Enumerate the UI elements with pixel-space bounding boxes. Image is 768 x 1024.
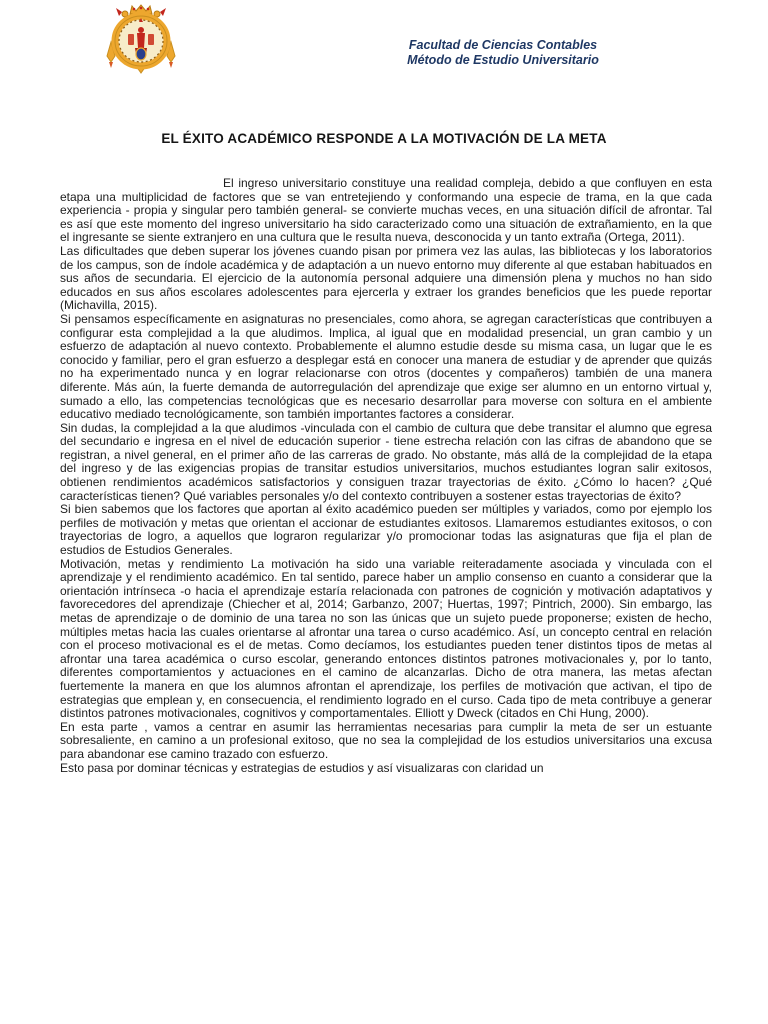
university-crest-icon [103, 4, 179, 74]
faculty-name: Facultad de Ciencias Contables [408, 38, 598, 52]
document-body [60, 177, 712, 775]
paragraph: Esto pasa por dominar técnicas y estrategias de estudios y así visualizaras con claridad un [60, 760, 544, 775]
paragraph: Motivación, metas y rendimiento La motivación ha sido una variable reiteradamente asociada y vinculada con el aprendizaje y el rendimiento académico. En tal sentido, parece haber un amplio consenso en cuanto a considerar que la orientación intrínseca -o hacia el aprendizaje estaría relacionada con patrones de cognición y motivación adaptativos y favorecedores del aprendizaje (Chiecher et al, 2014; Garbanzo, 2007; Huertas, 1997; Pintrich, 2000). Sin embargo, las metas de aprendizaje o de dominio de una tarea no son las únicas que un sujeto puede proponerse; existen de hecho, múltiples metas hacia las cuales orientarse al afrontar una tarea o curso académico. Así, un concepto central en relación con el proceso motivacional es el de metas. Como decíamos, los estudiantes pueden tener distintos tipos de metas al afrontar una tarea académica o curso escolar, generando entonces distintos patrones motivacionales y, por lo tanto, diferentes comportamientos y actuaciones en el camino de alcanzarlas. Dicho de otra manera, las metas afectan fuertemente la manera en que los alumnos afrontan el aprendizaje, los perfiles de motivación que activan, el tipo de estrategias que emplean y, en consecuencia, el rendimiento logrado en el curso. Cada tipo de meta contribuye a generar distintos patrones motivacionales, cognitivos y comportamentales. Elliott y Dweck (citados en Chi Hung, 2000). [60, 556, 712, 721]
paragraph: El ingreso universitario constituye una realidad compleja, debido a que confluyen en esta etapa una multiplicidad de factores que se van entretejiendo y conformando una especie de trama, en la que cada experiencia - propia y singular pero también general- se convierte muchas veces, en una situación difícil de afrontar. Tal es así que este momento del ingreso universitario ha sido caracterizado como una situación de extrañamiento, en la que el ingresante se siente extranjero en una cultura que le resulta nueva, desconocida y un tanto extraña (Ortega, 2011). [60, 176, 712, 245]
paragraph: En esta parte , vamos a centrar en asumir las herramientas necesarias para cumplir la meta de ser un estuante sobresaliente, en camino a un profesional exitoso, que no sea la complejidad de los estudios universitarios una excusa para abandonar ese camino trazado con esfuerzo. [60, 719, 712, 761]
header-text [392, 38, 614, 67]
course-name: Método de Estudio Universitario [407, 52, 599, 67]
paragraph: Las dificultades que deben superar los jóvenes cuando pisan por primera vez las aulas, las bibliotecas y los laboratorios de los campus, son de índole académica y de adaptación a un nuevo entorno muy diferente al que estaban habituados en sus años de secundaria. El ejercicio de la autonomía personal adquiere una dimensión plena y muchos no han sido educados en sus años escolares adolescentes para ejercerla y extraer los grandes beneficios que les puede reportar (Michavilla, 2015). [60, 243, 712, 313]
page-title: EL ÉXITO ACADÉMICO RESPONDE A LA MOTIVACIÓN DE LA META [161, 131, 607, 146]
paragraph: Si bien sabemos que los factores que aportan al éxito académico pueden ser múltiples y variados, como por ejemplo los perfiles de motivación y metas que orientan el accionar de estudiantes exitosos. Llamaremos estudiantes exitosos, o con trayectorias de logro, a aquellos que lograron regularizar y/o promocionar todas las asignaturas que fija el plan de estudios de Estudios Generales. [60, 502, 712, 558]
paragraph: Sin dudas, la complejidad a la que aludimos -vinculada con el cambio de cultura que debe transitar el alumno que egresa del secundario e ingresa en el nivel de educación superior - tiene estrecha relación con las cifras de abandono que se registran, a nivel general, en el primer año de las carreras de grado. No obstante, más allá de la complejidad de la etapa del ingreso y de las exigencias propias de transitar estudios universitarios, muchos estudiantes logran salir exitosos, obtienen rendimientos académicos satisfactorios y consiguen trazar trayectorias de éxito. ¿Cómo lo hacen? ¿Qué características tienen? Qué variables personales y/o del contexto contribuyen a sostener estas trayectorias de éxito? [60, 420, 712, 503]
paragraph: Si pensamos específicamente en asignaturas no presenciales, como ahora, se agregan características que contribuyen a configurar esta complejidad a la que aludimos. Implica, al igual que en modalidad presencial, un gran cambio y un esfuerzo de adaptación al nuevo contexto. Probablemente el alumno estudie desde su misma casa, un lugar que le es conocido y familiar, pero el gran esfuerzo a desplegar está en conocer una manera de estudiar y de aprender que quizás no ha experimentado nunca y en lograr relacionarse con otros (docentes y compañeros) también de una manera diferente. Más aún, la fuerte demanda de autorregulación del aprendizaje que exige ser alumno en un entorno virtual y, sumado a ello, las competencias tecnológicas que es necesario desarrollar para moverse con soltura en el ambiente educativo mediado tecnológicamente, son también importantes factores a considerar. [60, 311, 712, 422]
